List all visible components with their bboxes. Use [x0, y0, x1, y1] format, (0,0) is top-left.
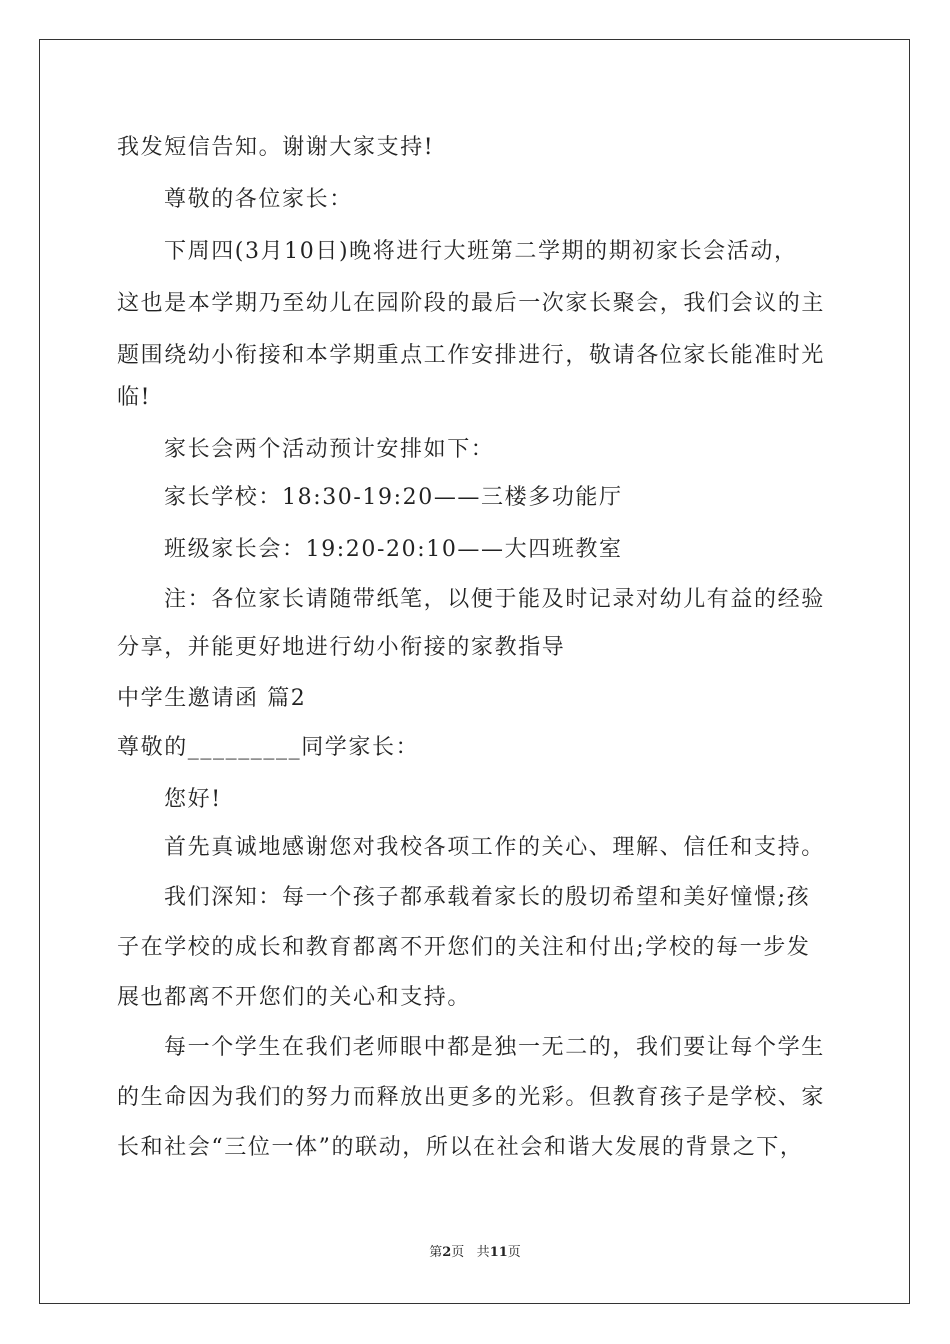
footer-total-suffix: 页: [507, 1245, 521, 1260]
footer-page-number: 2: [442, 1245, 452, 1260]
text-line: 临!: [117, 385, 152, 410]
section-heading: 中学生邀请函 篇2: [117, 686, 307, 711]
text-line: 我们深知：每一个孩子都承载着家长的殷切希望和美好憧憬;孩: [164, 885, 811, 910]
footer-total-prefix: 共: [476, 1245, 490, 1260]
text-line: 的生命因为我们的努力而释放出更多的光彩。但教育孩子是学校、家: [117, 1085, 826, 1110]
text-line: 您好!: [164, 787, 222, 812]
text-line: 我发短信告知。谢谢大家支持!: [117, 135, 435, 160]
page-footer: [0, 1244, 950, 1262]
footer-page-prefix: 第: [429, 1245, 443, 1260]
text-line: 注：各位家长请随带纸笔，以便于能及时记录对幼儿有益的经验: [164, 587, 825, 612]
text-line: 家长学校：18:30-19:20——三楼多功能厅: [164, 485, 623, 510]
text-line: 家长会两个活动预计安排如下：: [164, 437, 495, 462]
footer-page-suffix: 页: [451, 1245, 465, 1260]
text-line: 下周四(3月10日)晚将进行大班第二学期的期初家长会活动，: [164, 239, 798, 264]
salutation: 尊敬的_________同学家长：: [117, 735, 420, 760]
text-line: 尊敬的各位家长：: [164, 187, 353, 212]
footer-total-pages: 11: [489, 1245, 508, 1260]
text-line: 子在学校的成长和教育都离不开您们的关注和付出;学校的每一步发: [117, 935, 811, 960]
text-line: 题围绕幼小衔接和本学期重点工作安排进行，敬请各位家长能准时光: [117, 343, 826, 368]
text-line: 这也是本学期乃至幼儿在园阶段的最后一次家长聚会，我们会议的主: [117, 291, 826, 316]
text-line: 首先真诚地感谢您对我校各项工作的关心、理解、信任和支持。: [164, 835, 825, 860]
text-line: 班级家长会：19:20-20:10——大四班教室: [164, 537, 623, 562]
page-border: [39, 39, 910, 1304]
text-line: 长和社会“三位一体”的联动，所以在社会和谐大发展的背景之下，: [117, 1135, 804, 1160]
text-line: 展也都离不开您们的关心和支持。: [117, 985, 472, 1010]
text-line: 每一个学生在我们老师眼中都是独一无二的，我们要让每个学生: [164, 1035, 825, 1060]
text-line: 分享，并能更好地进行幼小衔接的家教指导: [117, 635, 566, 660]
